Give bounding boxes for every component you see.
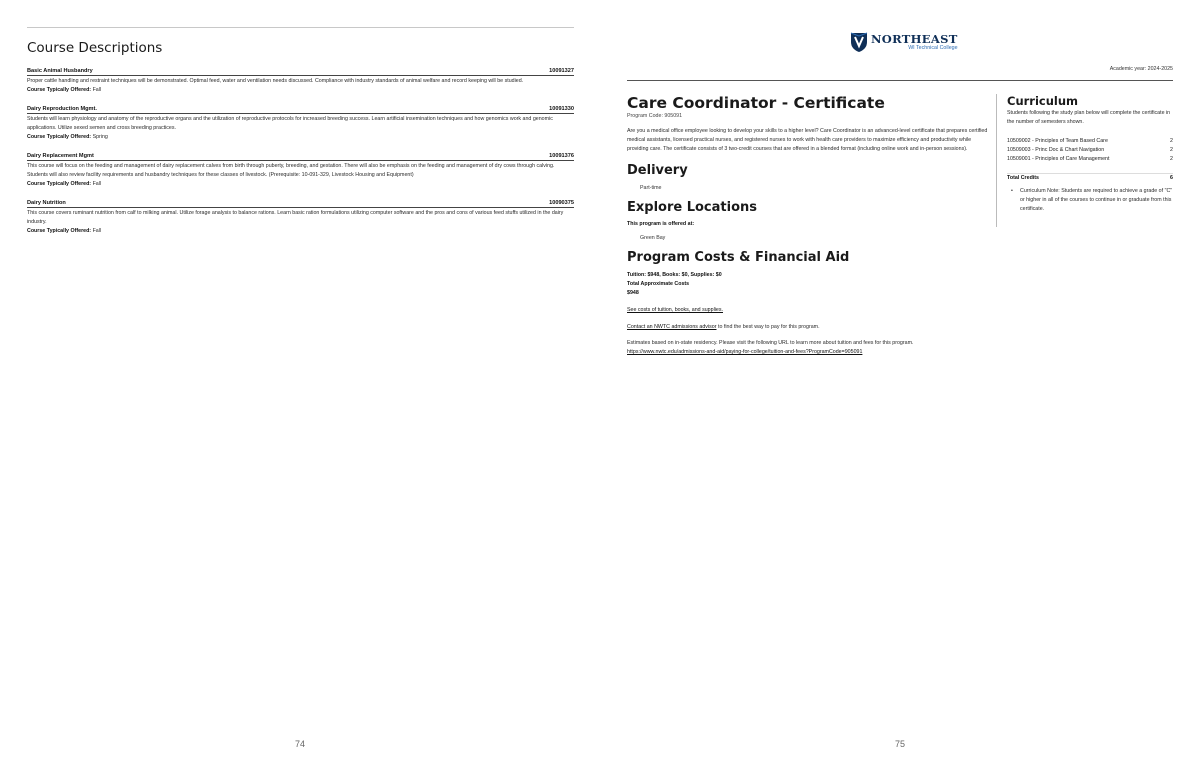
- curriculum-note-text: Curriculum Note: Students are required to achieve a grade of "C" or higher in all of the courses to continue in or graduate from this certificate.: [1020, 188, 1173, 213]
- offered-label: Course Typically Offered:: [27, 181, 92, 187]
- course-name: Dairy Nutrition: [27, 200, 66, 206]
- course-code: 10090375: [549, 200, 574, 206]
- offered-value: Fall: [92, 181, 102, 187]
- program-main-column: [627, 94, 989, 357]
- course-code: 10091376: [549, 153, 574, 159]
- course-descriptions-title: Course Descriptions: [27, 40, 163, 56]
- estimates-paragraph: [627, 339, 989, 357]
- estimates-text: Estimates based on in-state residency. Please visit the following URL to learn more about tuition and fees for this program.: [627, 340, 914, 346]
- course-item: [27, 153, 574, 189]
- course-description: This course will focus on the feeding and management of dairy replacement calves from birth through puberty, breeding, and gestation. There will also be emphasis on the feeding and management of dry cows through calving. Students will also review facility requirements and husbandry techniques for these classes of livestock. (Prerequisite: 10-091-329, Livestock Housing and Equipment): [27, 163, 555, 178]
- delivery-heading: Delivery: [627, 163, 688, 178]
- offered-at-label: This program is offered at:: [627, 221, 695, 227]
- curriculum-course-credits: 2: [1170, 138, 1173, 144]
- course-name: Dairy Replacement Mgmt: [27, 153, 94, 159]
- total-costs-value: $948: [627, 290, 639, 296]
- course-name: Basic Animal Husbandry: [27, 68, 93, 74]
- curriculum-course-name: 10509001 - Principles of Care Management: [1007, 155, 1110, 162]
- course-offered: [27, 180, 574, 189]
- total-credits-value: 6: [1170, 175, 1173, 182]
- offered-value: Fall: [92, 87, 102, 93]
- college-logo: [850, 31, 958, 53]
- logo-subtitle: WI Technical College: [908, 44, 958, 51]
- course-code: 10091327: [549, 68, 574, 74]
- page-number: 75: [894, 739, 905, 749]
- curriculum-course-row: [1007, 137, 1173, 146]
- curriculum-course-name: 10509002 - Principles of Team Based Care: [1007, 138, 1108, 144]
- course-name: Dairy Reproduction Mgmt.: [27, 106, 97, 112]
- contact-paragraph: [627, 323, 989, 332]
- delivery-value: Part-time: [640, 185, 662, 191]
- course-description: Proper cattle handling and restraint techniques will be demonstrated. Optimal feed, water and ventilation needs discussed. Compliance with industry standards of animal welfare and record keeping will be studied.: [27, 78, 524, 84]
- course-description: This course covers ruminant nutrition from calf to milking animal. Utilize forage analysis to balance rations. Learn basic ration formulations utilizing computer software and the pros and cons of various feed stuffs utilized in the dairy industry.: [27, 210, 564, 225]
- page-number: 74: [294, 739, 305, 749]
- shield-logo-icon: [850, 31, 868, 53]
- course-description: Students will learn physiology and anatomy of the reproductive organs and the utilization of reproductive protocols for increased breeding success. Learn artificial insemination techniques and how genomics work and genomic applications. Utilize sexed semen and cross breeding practices.: [27, 116, 553, 131]
- program-title: Care Coordinator - Certificate: [627, 94, 885, 112]
- total-costs-label: Total Approximate Costs: [627, 281, 690, 287]
- contact-rest-text: to find the best way to pay for this program.: [716, 324, 820, 330]
- total-credits-row: [1007, 173, 1173, 181]
- course-offered: [27, 86, 574, 95]
- course-header: [27, 200, 574, 208]
- curriculum-course-name: 10509003 - Princ Doc & Chart Navigation: [1007, 146, 1105, 153]
- offered-label: Course Typically Offered:: [27, 134, 92, 140]
- costs-block: [627, 271, 989, 316]
- curriculum-intro: Students following the study plan below will complete the certificate in the number of semesters shown.: [1007, 110, 1171, 125]
- tuition-line: Tuition: $948, Books: $0, Supplies: $0: [627, 272, 722, 278]
- curriculum-note: [1007, 187, 1173, 214]
- offered-label: Course Typically Offered:: [27, 87, 92, 93]
- course-header: [27, 106, 574, 114]
- offered-value: Fall: [92, 228, 102, 234]
- curriculum-heading: Curriculum: [1007, 94, 1079, 108]
- curriculum-course-row: [1007, 155, 1173, 164]
- header-divider: [627, 80, 1173, 81]
- course-header: [27, 68, 574, 76]
- course-offered: [27, 227, 574, 236]
- offered-label: Course Typically Offered:: [27, 228, 92, 234]
- program-code: Program Code: 905091: [627, 113, 683, 119]
- contact-advisor-link[interactable]: Contact an NWTC admissions advisor: [627, 324, 717, 330]
- page-right: [600, 0, 1200, 776]
- course-item: [27, 68, 574, 95]
- see-costs-link[interactable]: See costs of tuition, books, and supplies.: [627, 307, 723, 313]
- program-intro: Are you a medical office employee looking to develop your skills to a higher level? Care Coordinator is an advanced-level certificate that prepares certified medical assistants, licensed practical nurses, and registered nurses to work with health care providers to maximize efficiency and productivity while providing care. The certificate consists of 3 two-credit courses that are offered in a blended format (including online work and in-person sessions).: [627, 128, 988, 152]
- total-credits-label: Total Credits: [1007, 175, 1039, 182]
- logo-text: [871, 33, 958, 52]
- course-list: [27, 68, 574, 247]
- offered-value: Spring: [92, 134, 108, 140]
- curriculum-course-list: [1007, 137, 1173, 163]
- course-item: [27, 200, 574, 236]
- tuition-url-link[interactable]: https://www.nwtc.edu/admissions-and-aid/paying-for-college/tuition-and-fees?ProgramCode=905091: [627, 349, 863, 355]
- locations-heading: Explore Locations: [627, 200, 757, 215]
- costs-heading: Program Costs & Financial Aid: [627, 250, 850, 265]
- curriculum-sidebar: [996, 94, 1173, 227]
- course-header: [27, 153, 574, 161]
- course-offered: [27, 133, 574, 142]
- curriculum-course-credits: 2: [1170, 146, 1173, 153]
- course-item: [27, 106, 574, 142]
- logo-name: NORTHEAST: [871, 31, 958, 46]
- top-divider: [27, 27, 574, 28]
- course-code: 10091330: [549, 106, 574, 112]
- curriculum-course-credits: 2: [1170, 155, 1173, 162]
- curriculum-course-row: [1007, 146, 1173, 155]
- bullet-icon: •: [1011, 188, 1013, 195]
- location-item: Green Bay: [640, 235, 666, 241]
- academic-year: Academic year: 2024-2025: [1109, 66, 1173, 72]
